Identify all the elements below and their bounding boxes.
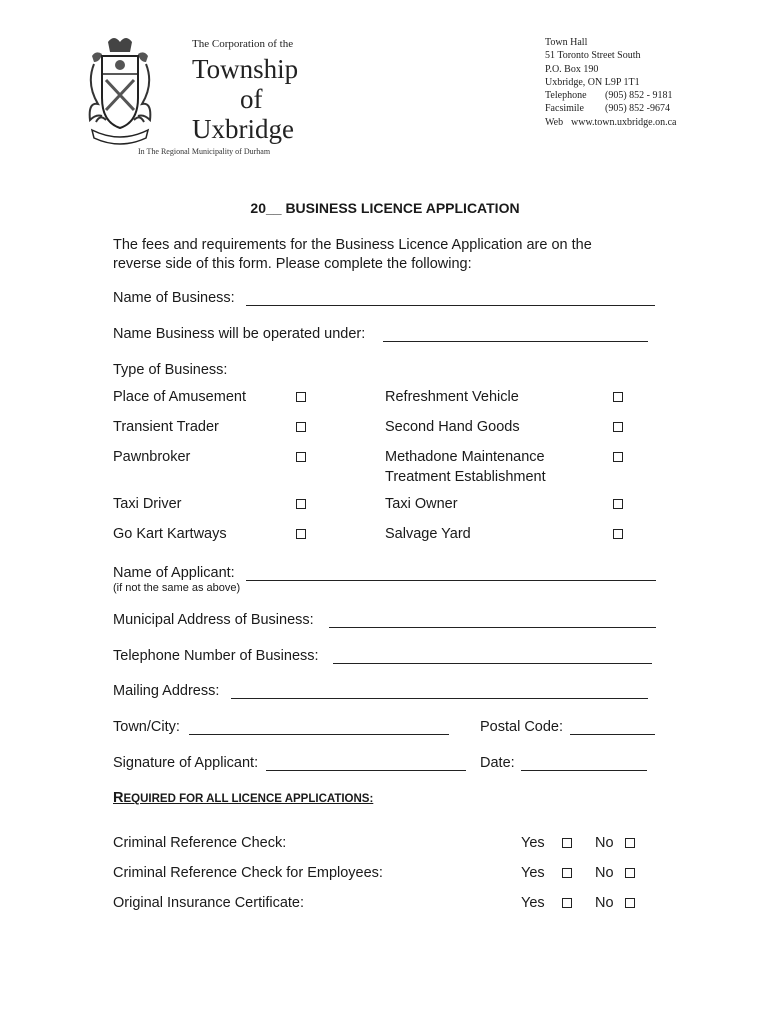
transient-trader-label: Transient Trader	[113, 419, 219, 435]
address-block	[545, 36, 676, 129]
criminal-check-label: Criminal Reference Check:	[113, 835, 287, 851]
insurance-no-label: No	[595, 895, 614, 911]
name-of-applicant-label: Name of Applicant:	[113, 565, 235, 581]
form-title: 20__ BUSINESS LICENCE APPLICATION	[250, 200, 520, 216]
criminal-check-no-label: No	[595, 835, 614, 851]
name-of-applicant-field[interactable]	[246, 580, 656, 581]
town-city-field[interactable]	[189, 734, 449, 735]
web-line: Web www.town.uxbridge.on.ca	[545, 116, 677, 128]
signature-label: Signature of Applicant:	[113, 755, 259, 771]
criminal-check-yes-label: Yes	[521, 835, 545, 851]
refreshment-vehicle-label: Refreshment Vehicle	[385, 389, 519, 405]
org-region-line: In The Regional Municipality of Durham	[138, 147, 271, 156]
signature-field[interactable]	[266, 770, 466, 771]
go-kart-checkbox[interactable]	[296, 529, 306, 539]
methadone-checkbox[interactable]	[613, 452, 623, 462]
employees-yes-checkbox[interactable]	[562, 868, 572, 878]
municipal-address-label: Municipal Address of Business:	[113, 612, 314, 628]
insurance-no-checkbox[interactable]	[625, 898, 635, 908]
intro-line-1: The fees and requirements for the Business Licence Application are on the	[113, 237, 592, 253]
intro-line-2: reverse side of this form. Please complete the following:	[113, 256, 472, 272]
place-of-amusement-label: Place of Amusement	[113, 389, 246, 405]
transient-trader-checkbox[interactable]	[296, 422, 306, 432]
insurance-yes-label: Yes	[521, 895, 545, 911]
name-of-business-label: Name of Business:	[113, 290, 235, 306]
pawnbroker-checkbox[interactable]	[296, 452, 306, 462]
org-name-township: Township	[192, 54, 299, 84]
org-line: The Corporation of the	[192, 38, 294, 50]
methadone-label-line-1: Methadone Maintenance	[385, 449, 545, 465]
name-of-business-field[interactable]	[246, 305, 655, 306]
type-of-business-label: Type of Business:	[113, 362, 228, 378]
applicant-note: (if not the same as above)	[113, 582, 241, 594]
salvage-yard-label: Salvage Yard	[385, 526, 471, 542]
salvage-yard-checkbox[interactable]	[613, 529, 623, 539]
operated-under-label: Name Business will be operated under:	[113, 326, 366, 342]
date-field[interactable]	[521, 770, 647, 771]
fax-line: Facsimile (905) 852 -9674	[545, 103, 670, 115]
place-of-amusement-checkbox[interactable]	[296, 392, 306, 402]
taxi-driver-label: Taxi Driver	[113, 496, 182, 512]
address-line: P.O. Box 190	[545, 63, 599, 75]
criminal-check-yes-checkbox[interactable]	[562, 838, 572, 848]
second-hand-goods-checkbox[interactable]	[613, 422, 623, 432]
mailing-address-field[interactable]	[231, 698, 648, 699]
telephone-field[interactable]	[333, 663, 652, 664]
taxi-owner-label: Taxi Owner	[385, 496, 458, 512]
address-line: Uxbridge, ON L9P 1T1	[545, 76, 640, 88]
employees-yes-label: Yes	[521, 865, 545, 881]
go-kart-label: Go Kart Kartways	[113, 526, 227, 542]
postal-code-field[interactable]	[570, 734, 655, 735]
employees-no-label: No	[595, 865, 614, 881]
mailing-address-label: Mailing Address:	[113, 683, 220, 699]
criminal-check-employees-label: Criminal Reference Check for Employees:	[113, 865, 383, 881]
town-city-label: Town/City:	[113, 719, 180, 735]
pawnbroker-label: Pawnbroker	[113, 449, 191, 465]
required-heading: REQUIRED FOR ALL LICENCE APPLICATIONS:	[113, 790, 374, 806]
criminal-check-no-checkbox[interactable]	[625, 838, 635, 848]
township-crest-logo	[86, 34, 154, 146]
second-hand-goods-label: Second Hand Goods	[385, 419, 520, 435]
org-name-of: of	[240, 84, 263, 114]
address-line: Town Hall	[545, 37, 588, 48]
taxi-driver-checkbox[interactable]	[296, 499, 306, 509]
refreshment-vehicle-checkbox[interactable]	[613, 392, 623, 402]
employees-no-checkbox[interactable]	[625, 868, 635, 878]
taxi-owner-checkbox[interactable]	[613, 499, 623, 509]
telephone-line: Telephone (905) 852 - 9181	[545, 90, 673, 102]
telephone-label: Telephone Number of Business:	[113, 648, 319, 664]
date-label: Date:	[480, 755, 515, 771]
insurance-certificate-label: Original Insurance Certificate:	[113, 895, 304, 911]
insurance-yes-checkbox[interactable]	[562, 898, 572, 908]
postal-code-label: Postal Code:	[480, 719, 564, 735]
operated-under-field[interactable]	[383, 341, 648, 342]
methadone-label-line-2: Treatment Establishment	[385, 469, 546, 485]
municipal-address-field[interactable]	[329, 627, 656, 628]
address-line: 51 Toronto Street South	[545, 50, 641, 62]
org-name-uxbridge: Uxbridge	[192, 114, 294, 144]
